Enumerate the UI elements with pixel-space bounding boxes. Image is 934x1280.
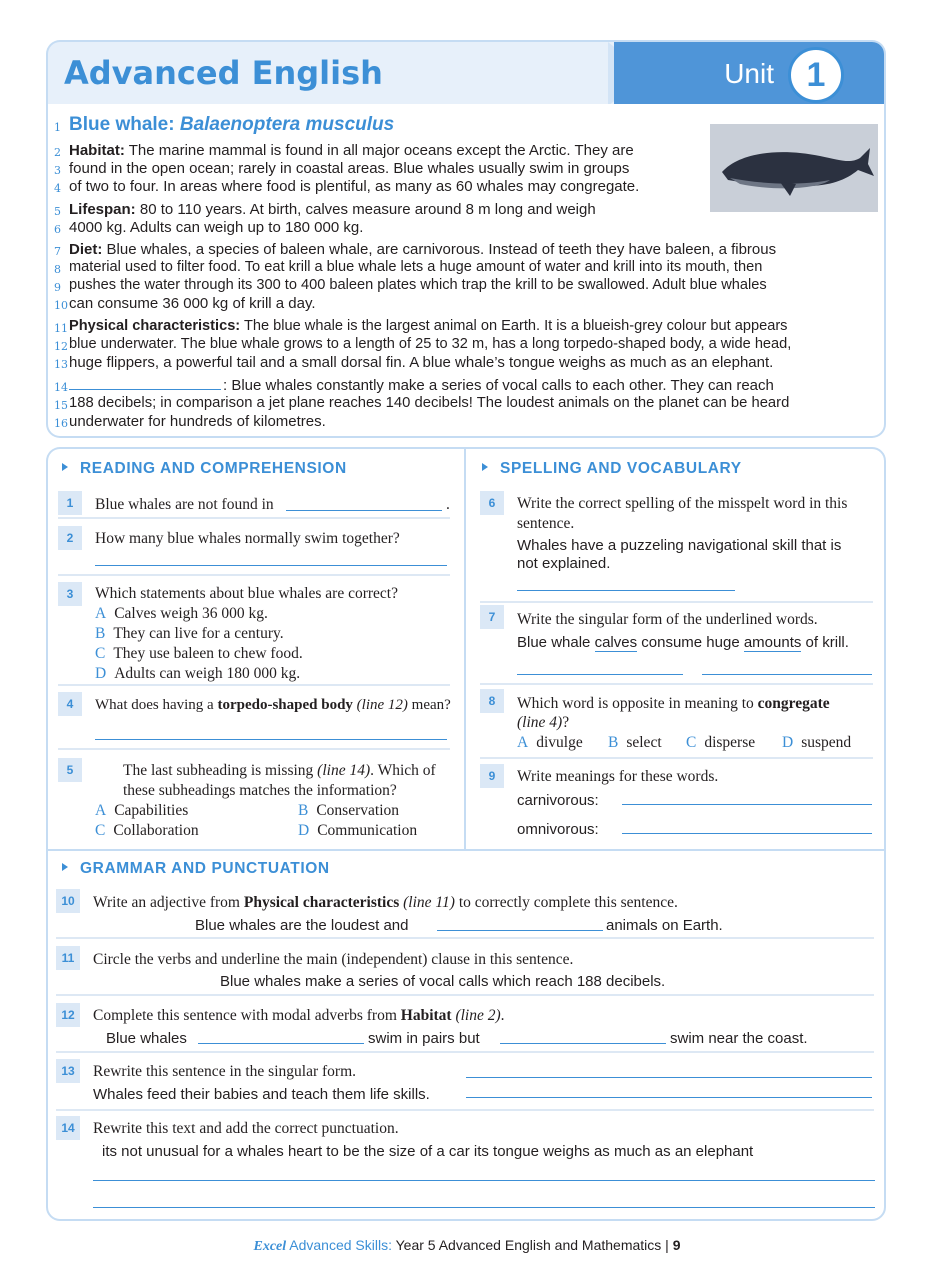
question-number: 9	[480, 764, 504, 788]
question-text: Circle the verbs and underline the main (independent) clause in this sentence.	[93, 951, 574, 968]
answer-line[interactable]	[286, 510, 442, 511]
question-number: 10	[56, 889, 80, 913]
answer-line[interactable]	[622, 804, 872, 805]
passage-line: can consume 36 000 kg of krill a day.	[69, 295, 316, 312]
passage-line: : Blue whales constantly make a series of vocal calls to each other. They can reach	[223, 377, 774, 394]
passage-line: Habitat: The marine mammal is found in all major oceans except the Arctic. They are	[69, 142, 634, 159]
question-end: .	[446, 496, 450, 513]
answer-line[interactable]	[93, 1207, 875, 1208]
option-c[interactable]: C They use baleen to chew food.	[95, 645, 303, 662]
question-number: 13	[56, 1059, 80, 1083]
question-sentence: Blue whale calves consume huge amounts of krill.	[517, 634, 849, 651]
passage-line: of two to four. In areas where food is plentiful, as many as 60 whales may congregate.	[69, 178, 640, 195]
line-number: 10	[54, 299, 68, 312]
passage-line: underwater for hundreds of kilometres.	[69, 413, 326, 430]
option-b[interactable]: B select	[608, 734, 662, 751]
answer-line[interactable]	[437, 930, 603, 931]
question-number: 2	[58, 526, 82, 550]
line-number: 16	[54, 417, 68, 430]
passage-line: Diet: Blue whales, a species of baleen whale, are carnivorous. Instead of teeth they have baleen, a fibrous	[69, 241, 777, 258]
answer-line[interactable]	[466, 1077, 872, 1078]
question-text: What does having a torpedo-shaped body (line 12) mean?	[95, 697, 451, 713]
question-sentence: swim in pairs but	[368, 1030, 480, 1047]
passage-line: pushes the water through its 300 to 400 baleen plates which trap the krill to be swallowed. Adult blue whales	[69, 277, 767, 293]
word-label: omnivorous:	[517, 821, 599, 838]
question-text: these subheadings matches the information?	[123, 782, 397, 799]
line-number: 11	[54, 322, 68, 335]
answer-line[interactable]	[500, 1043, 666, 1044]
question-sentence: Whales feed their babies and teach them life skills.	[93, 1086, 430, 1103]
question-text: Rewrite this sentence in the singular form.	[93, 1063, 357, 1080]
question-text: Blue whales are not found in	[95, 496, 274, 513]
passage-heading: Blue whale: Balaenoptera musculus	[69, 114, 395, 135]
question-number: 12	[56, 1003, 80, 1027]
question-sentence: its not unusual for a whales heart to be the size of a car its tongue weighs as much as an elephant	[102, 1143, 754, 1160]
question-text: Which statements about blue whales are correct?	[95, 585, 398, 602]
passage-line: 4000 kg. Adults can weigh up to 180 000 kg.	[69, 219, 364, 236]
question-sentence: Whales have a puzzeling navigational skill that is	[517, 537, 842, 554]
option-d[interactable]: D Adults can weigh 180 000 kg.	[95, 665, 301, 682]
question-number: 3	[58, 582, 82, 606]
question-text: Complete this sentence with modal adverbs from Habitat (line 2).	[93, 1007, 505, 1024]
unit-header	[46, 40, 886, 104]
line-number: 6	[54, 223, 61, 236]
triangle-icon	[62, 863, 68, 871]
option-b[interactable]: B Conservation	[298, 802, 399, 819]
question-text: How many blue whales normally swim together?	[95, 530, 400, 547]
option-a[interactable]: A Capabilities	[95, 802, 189, 819]
answer-line[interactable]	[466, 1097, 872, 1098]
line-number: 2	[54, 146, 61, 159]
option-c[interactable]: C Collaboration	[95, 822, 199, 839]
question-text: Write the singular form of the underlined words.	[517, 611, 818, 628]
line-number: 1	[54, 121, 61, 134]
line-number: 3	[54, 164, 61, 177]
passage-line: material used to filter food. To eat krill a blue whale lets a huge amount of water and krill into its mouth, then	[69, 259, 763, 275]
answer-line[interactable]	[95, 565, 447, 566]
spelling-heading: SPELLING AND VOCABULARY	[482, 460, 742, 478]
question-number: 14	[56, 1116, 80, 1140]
answer-line[interactable]	[622, 833, 872, 834]
line-number: 13	[54, 358, 68, 371]
line-number: 7	[54, 245, 61, 258]
passage-line: blue underwater. The blue whale grows to a length of 25 to 32 m, has a long torpedo-shaped body, a wide head,	[69, 336, 792, 352]
grammar-heading: GRAMMAR AND PUNCTUATION	[62, 860, 330, 878]
question-text: Write an adjective from Physical characteristics (line 11) to correctly complete this sentence.	[93, 894, 678, 911]
answer-line[interactable]	[517, 590, 735, 591]
line-number: 4	[54, 182, 61, 195]
question-text: (line 4)?	[517, 714, 570, 731]
whale-illustration-icon	[710, 124, 878, 212]
triangle-icon	[482, 463, 488, 471]
answer-line[interactable]	[517, 674, 683, 675]
line-number: 5	[54, 205, 61, 218]
reading-heading: READING AND COMPREHENSION	[62, 460, 347, 478]
answer-line[interactable]	[702, 674, 872, 675]
answer-line[interactable]	[93, 1180, 875, 1181]
option-d[interactable]: D Communication	[298, 822, 418, 839]
passage-line: Lifespan: 80 to 110 years. At birth, calves measure around 8 m long and weigh	[69, 201, 596, 218]
question-number: 7	[480, 605, 504, 629]
passage-line: Physical characteristics: The blue whale is the largest animal on Earth. It is a blueish-grey colour but appears	[69, 318, 788, 334]
line-number: 15	[54, 399, 68, 412]
line-number: 12	[54, 340, 68, 353]
passage-line: huge flippers, a powerful tail and a small dorsal fin. A blue whale’s tongue weighs as much as an elephant.	[69, 354, 774, 371]
question-sentence: Blue whales are the loudest and	[195, 917, 409, 934]
option-c[interactable]: C disperse	[686, 734, 756, 751]
passage-line: 188 decibels; in comparison a jet plane reaches 140 decibels! The loudest animals on the planet can be heard	[69, 395, 790, 411]
passage-line: found in the open ocean; rarely in coastal areas. Blue whales usually swim in groups	[69, 160, 630, 177]
unit-label: Unit	[724, 58, 774, 89]
question-text: Write meanings for these words.	[517, 768, 719, 785]
question-text: The last subheading is missing (line 14). Which of	[123, 762, 436, 779]
line-number: 9	[54, 281, 61, 294]
word-label: carnivorous:	[517, 792, 599, 809]
question-number: 1	[58, 491, 82, 515]
triangle-icon	[62, 463, 68, 471]
option-d[interactable]: D suspend	[782, 734, 852, 751]
option-b[interactable]: B They can live for a century.	[95, 625, 284, 642]
page-title: Advanced English	[64, 54, 383, 92]
question-text: Rewrite this text and add the correct punctuation.	[93, 1120, 399, 1137]
question-number: 8	[480, 689, 504, 713]
question-sentence: not explained.	[517, 555, 611, 572]
question-number: 11	[56, 946, 80, 970]
answer-line[interactable]	[198, 1043, 364, 1044]
question-text: Write the correct spelling of the misspelt word in this	[517, 495, 848, 512]
question-sentence: Blue whales	[106, 1030, 187, 1047]
answer-line[interactable]	[95, 739, 447, 740]
question-number: 4	[58, 692, 82, 716]
question-text: Which word is opposite in meaning to congregate	[517, 695, 830, 712]
option-a[interactable]: A divulge	[517, 734, 583, 751]
missing-subheading-blank[interactable]	[69, 389, 221, 390]
line-number: 8	[54, 263, 61, 276]
question-sentence[interactable]: Blue whales make a series of vocal calls which reach 188 decibels.	[220, 973, 666, 990]
question-number: 6	[480, 491, 504, 515]
option-a[interactable]: A Calves weigh 36 000 kg.	[95, 605, 268, 622]
question-text: sentence.	[517, 515, 575, 532]
question-sentence: animals on Earth.	[606, 917, 723, 934]
line-number: 14	[54, 381, 68, 394]
unit-number-badge: 1	[788, 47, 844, 103]
page-footer: Excel Advanced Skills: Year 5 Advanced English and Mathematics | 9	[253, 1237, 681, 1254]
question-sentence: swim near the coast.	[670, 1030, 808, 1047]
question-number: 5	[58, 758, 82, 782]
